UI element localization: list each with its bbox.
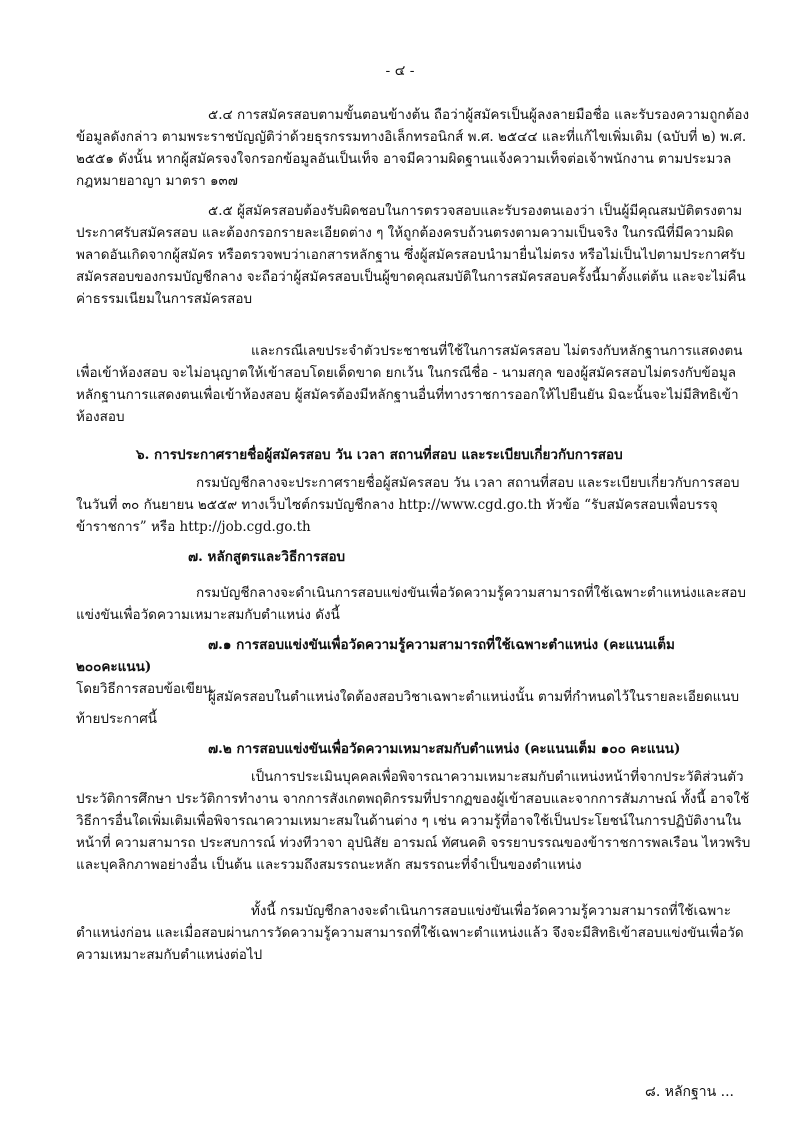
section-5-5 xyxy=(76,200,752,310)
section-id-number xyxy=(76,340,752,428)
paragraph-5-4: ๕.๔ การสมัครสอบตามขั้นตอนข้างต้น ถือว่าผู้สมัครเป็นผู้ลงลายมือชื่อ และรับรองความถูกต้องข้อมูลดังกล่าว ตามพระราชบัญญัติว่าด้วยธุรกรรมทางอิเล็กทรอนิกส์ พ.ศ. ๒๕๔๔ และที่แก้ไขเพิ่มเติม (ฉบับที่ ๒) พ.ศ. ๒๕๕๑ ดังนั้น หากผู้สมัครจงใจกรอกข้อมูลอันเป็นเท็จ อาจมีความผิดฐานแจ้งความเท็จต่อเจ้าพนักงาน ตามประมวลกฎหมายอาญา มาตรา ๑๓๗ xyxy=(76,107,750,189)
paragraph-6: กรมบัญชีกลางจะประกาศรายชื่อผู้สมัครสอบ วัน เวลา สถานที่สอบ และระเบียบเกี่ยวกับการสอบในวันที่ ๓๐ กันยายน ๒๕๕๙ ทางเว็บไซต์กรมบัญชีกลาง http://www.cgd.go.th หัวข้อ “รับสมัครสอบเพื่อบรรจุข้าราชการ” หรือ http://job.cgd.go.th xyxy=(76,475,740,535)
page-number: - ๔ - xyxy=(385,63,415,79)
section-5-4 xyxy=(76,104,752,192)
paragraph-5-5: ๕.๕ ผู้สมัครสอบต้องรับผิดชอบในการตรวจสอบและรับรองตนเองว่า เป็นผู้มีคุณสมบัติตรงตามประกาศรับสมัครสอบ และต้องกรอกรายละเอียดต่าง ๆ ให้ถูกต้องครบถ้วนตรงตามความเป็นจริง ในกรณีที่มีความผิดพลาดอันเกิดจากผู้สมัคร หรือตรวจพบว่าเอกสารหลักฐาน ซึ่งผู้สมัครสอบนำมายื่นไม่ตรง หรือไม่เป็นไปตามประกาศรับสมัครสอบของกรมบัญชีกลาง จะถือว่าผู้สมัครสอบเป็นผู้ขาดคุณสมบัติในการสมัครสอบครั้งนี้มาตั้งแต่ต้น และจะไม่คืนค่าธรรมเนียมในการสมัครสอบ xyxy=(76,203,746,307)
heading-section-6: ๖. การประกาศรายชื่อผู้สมัครสอบ วัน เวลา สถานที่สอบ และระเบียบเกี่ยวกับการสอบ xyxy=(136,447,623,463)
paragraph-7-2: เป็นการประเมินบุคคลเพื่อพิจารณาความเหมาะสมกับตำแหน่งหน้าที่จากประวัติส่วนตัว ประวัติการศึกษา ประวัติการทำงาน จากการสังเกตพฤติกรรมที่ปรากฏของผู้เข้าสอบและจากการสัมภาษณ์ ทั้งนี้ อาจใช้วิธีการอื่นใดเพิ่มเติมเพื่อพิจารณาความเหมาะสมในด้านต่าง ๆ เช่น ความรู้ที่อาจใช้เป็นประโยชน์ในการปฏิบัติงานในหน้าที่ ความสามารถ ประสบการณ์ ท่วงทีวาจา อุปนิสัย อารมณ์ ทัศนคติ จรรยาบรรณของข้าราชการพลเรือน ไหวพริบ และบุคลิกภาพอย่างอื่น เป็นต้น และรวมถึงสมรรถนะหลัก สมรรถนะที่จำเป็นของตำแหน่ง xyxy=(76,769,751,873)
paragraph-7: กรมบัญชีกลางจะดำเนินการสอบแข่งขันเพื่อวัดความรู้ความสามารถที่ใช้เฉพาะตำแหน่งและสอบแข่งขันเพื่อวัดความเหมาะสมกับตำแหน่ง ดังนี้ xyxy=(76,585,746,623)
next-page-footer: ๘. หลักฐาน ... xyxy=(645,1084,734,1100)
section-final xyxy=(76,900,752,966)
heading-7-1-continuation: โดยวิธีการสอบข้อเขียน xyxy=(76,681,212,697)
section-7 xyxy=(76,582,752,626)
heading-7-1: ๗.๑ การสอบแข่งขันเพื่อวัดความรู้ความสามารถที่ใช้เฉพาะตำแหน่ง (คะแนนเต็ม ๒๐๐คะแนน) xyxy=(76,637,675,675)
heading-7-2: ๗.๒ การสอบแข่งขันเพื่อวัดความเหมาะสมกับตำแหน่ง (คะแนนเต็ม ๑๐๐ คะแนน) xyxy=(208,741,681,757)
heading-section-7: ๗. หลักสูตรและวิธีการสอบ xyxy=(188,549,346,565)
section-7-2-body xyxy=(76,766,752,876)
paragraph-final: ทั้งนี้ กรมบัญชีกลางจะดำเนินการสอบแข่งขันเพื่อวัดความรู้ความสามารถที่ใช้เฉพาะตำแหน่งก่อน และเมื่อสอบผ่านการวัดความรู้ความสามารถที่ใช้เฉพาะตำแหน่งแล้ว จึงจะมีสิทธิเข้าสอบแข่งขันเพื่อวัดความเหมาะสมกับตำแหน่งต่อไป xyxy=(76,903,744,963)
section-6 xyxy=(76,472,752,538)
paragraph-7-1: ผู้สมัครสอบในตำแหน่งใดต้องสอบวิชาเฉพาะตำแหน่งนั้น ตามที่กำหนดไว้ในรายละเอียดแนบท้ายประกาศนี้ xyxy=(76,689,740,727)
section-7-2 xyxy=(76,738,752,760)
section-7-1-body xyxy=(76,686,752,730)
paragraph-id-number: และกรณีเลขประจำตัวประชาชนที่ใช้ในการสมัครสอบ ไม่ตรงกับหลักฐานการแสดงตนเพื่อเข้าห้องสอบ จะไม่อนุญาตให้เข้าสอบโดยเด็ดขาด ยกเว้น ในกรณีชื่อ - นามสกุล ของผู้สมัครสอบไม่ตรงกับข้อมูลหลักฐานการแสดงตนเพื่อเข้าห้องสอบ ผู้สมัครต้องมีหลักฐานอื่นที่ทางราชการออกให้ไปยืนยัน มิฉะนั้นจะไม่มีสิทธิเข้าห้องสอบ xyxy=(76,343,743,425)
